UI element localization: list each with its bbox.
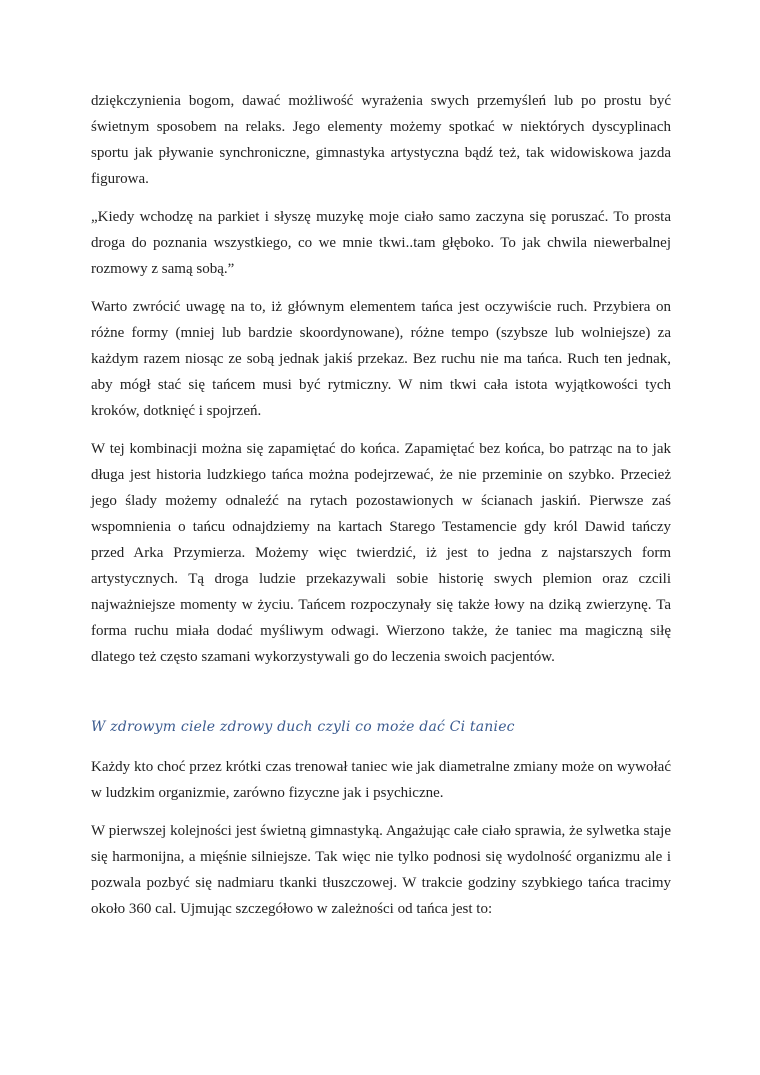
document-body xyxy=(91,88,671,934)
section-heading: W zdrowym ciele zdrowy duch czyli co może dać Ci taniec xyxy=(91,719,515,735)
paragraph-gymnastics: W pierwszej kolejności jest świetną gimnastyką. Angażując całe ciało sprawia, że sylwetka staje się harmonijna, a mięśnie silniejsze. Tak więc nie tylko podnosi się wydolność organizmu ale i pozwala pozbyć się nadmiaru tkanki tłuszczowej. W trakcie godziny szybkiego tańca tracimy około 360 cal. Ujmując szczegółowo w zależności od tańca jest to: xyxy=(91,823,671,917)
paragraph-changes: Każdy kto choć przez krótki czas trenował taniec wie jak diametralne zmiany może on wywołać w ludzkim organizmie, zarówno fizyczne jak i psychiczne. xyxy=(91,759,671,801)
paragraph-history: W tej kombinacji można się zapamiętać do końca. Zapamiętać bez końca, bo patrząc na to jak długa jest historia ludzkiego tańca można podejrzewać, że nie przeminie on szybko. Przecież jego ślady możemy odnaleźć na rytach pozostawionych w ścianach jaskiń. Pierwsze zaś wspomnienia o tańcu odnajdziemy na kartach Starego Testamencie gdy król Dawid tańczy przed Arka Przymierza. Możemy więc twierdzić, iż jest to jedna z najstarszych form artystycznych. Tą droga ludzie przekazywali sobie historię swych plemion oraz czcili najważniejsze momenty w życiu. Tańcem rozpoczynały się także łowy na dziką zwierzynę. Ta forma ruchu miała dodać myśliwym odwagi. Wierzono także, że taniec ma magiczną siłę dlatego też często szamani wykorzystywali go do leczenia swoich pacjentów. xyxy=(91,441,671,665)
paragraph-movement: Warto zwrócić uwagę na to, iż głównym elementem tańca jest oczywiście ruch. Przybiera on różne formy (mniej lub bardzie skoordynowane), różne tempo (szybsze lub wolniejsze) za każdym razem niosąc ze sobą jednak jakiś przekaz. Bez ruchu nie ma tańca. Ruch ten jednak, aby mógł stać się tańcem musi być rytmiczny. W nim tkwi cała istota wyjątkowości tych kroków, dotknięć i spojrzeń. xyxy=(91,299,671,419)
paragraph-intro-continuation: dziękczynienia bogom, dawać możliwość wyrażenia swych przemyśleń lub po prostu być świetnym sposobem na relaks. Jego elementy możemy spotkać w niektórych dyscyplinach sportu jak pływanie synchroniczne, gimnastyka artystyczna bądź też, tak widowiskowa jazda figurowa. xyxy=(91,93,671,187)
paragraph-quote: „Kiedy wchodzę na parkiet i słyszę muzykę moje ciało samo zaczyna się poruszać. To prosta droga do poznania wszystkiego, co we mnie tkwi..tam głęboko. To jak chwila niewerbalnej rozmowy z samą sobą.” xyxy=(91,209,671,277)
